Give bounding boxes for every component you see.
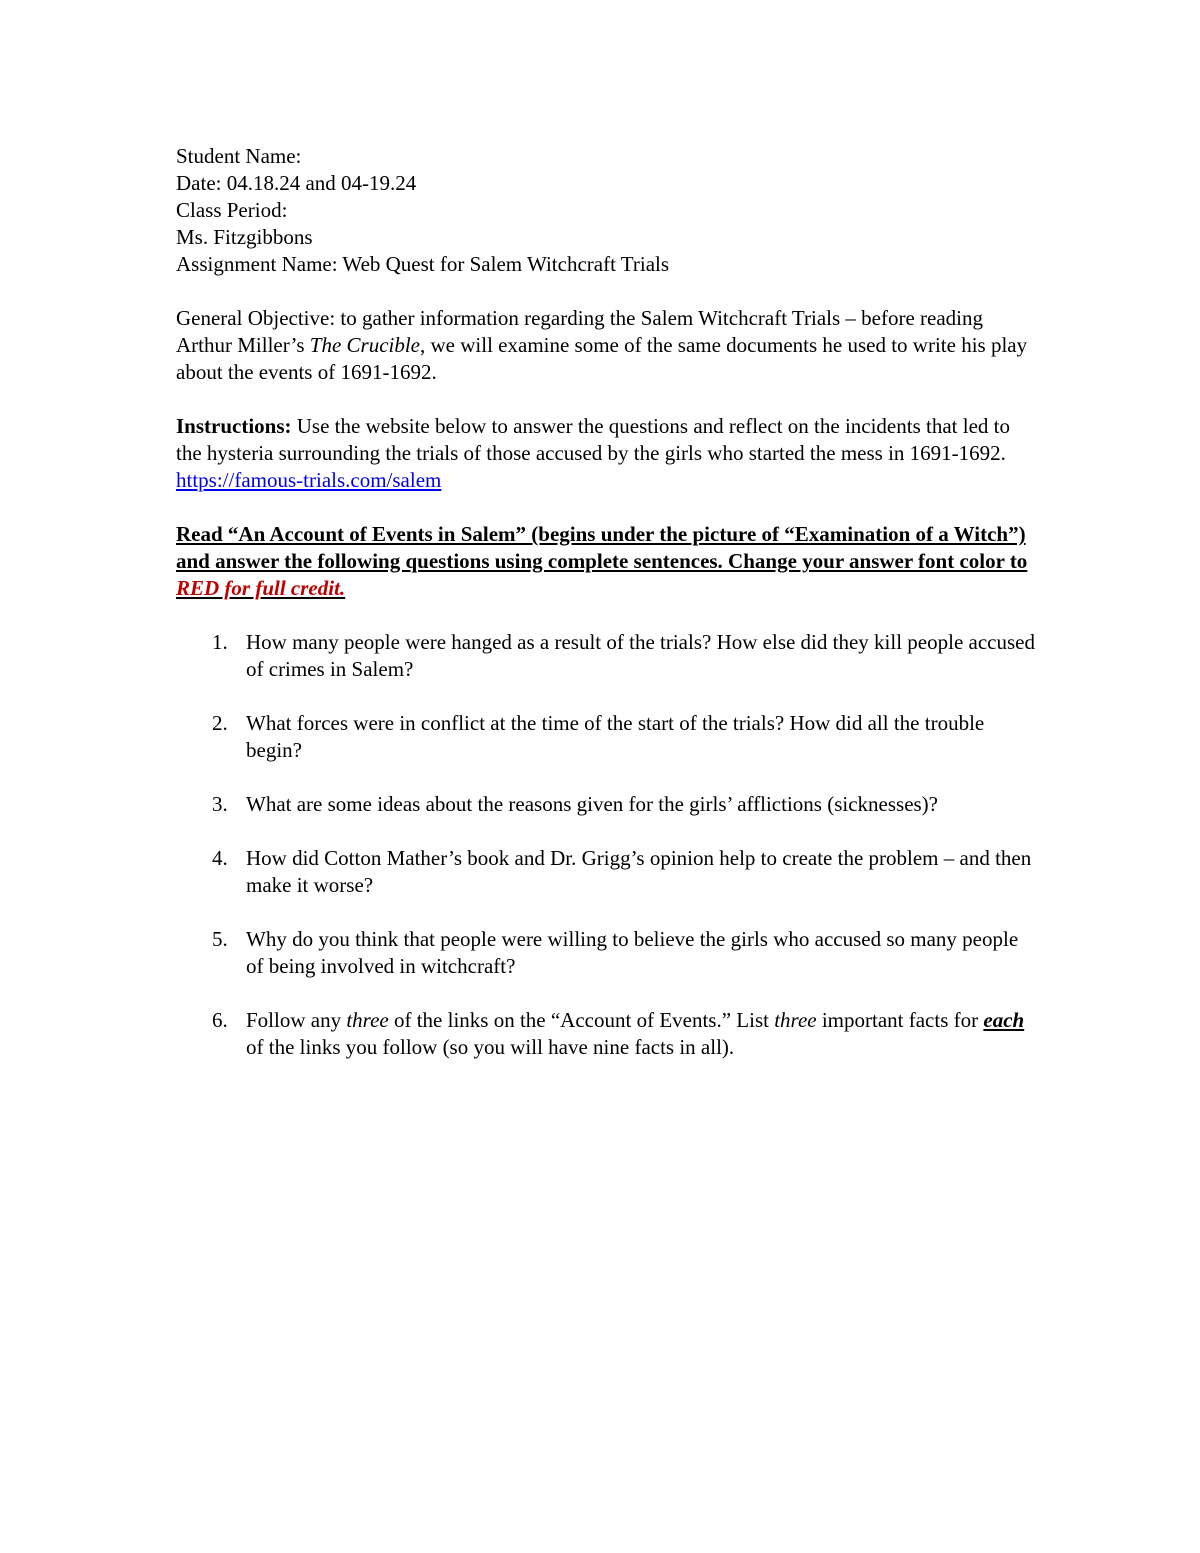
class-period-line: Class Period: <box>176 198 288 222</box>
question-text: How many people were hanged as a result of the trials? How else did they kill people accused of crimes in Salem? <box>246 630 1035 681</box>
list-item <box>176 926 1036 980</box>
question-number: 6. <box>212 1008 228 1032</box>
emphasis-three-2: three <box>774 1008 817 1032</box>
question-text-a: Follow any <box>246 1008 347 1032</box>
question-list <box>176 629 1036 1061</box>
student-name-line: Student Name: <box>176 144 302 168</box>
emphasis-three: three <box>346 1008 389 1032</box>
document-body <box>176 143 1036 1088</box>
book-title: The Crucible <box>309 333 421 357</box>
assignment-line: Assignment Name: Web Quest for Salem Witchcraft Trials <box>176 252 670 276</box>
instructions-label: Instructions: <box>176 414 292 438</box>
objective-text-1: General Objective: to gather information regarding the Salem Witchcraft Trials – before reading Arthur Miller’s <box>176 306 983 357</box>
emphasis-each: each <box>983 1008 1025 1032</box>
question-text: How did Cotton Mather’s book and Dr. Grigg’s opinion help to create the problem – and then make it worse? <box>246 846 1032 897</box>
teacher-line: Ms. Fitzgibbons <box>176 225 313 249</box>
instructions-text: Use the website below to answer the questions and reflect on the incidents that led to the hysteria surrounding the trials of those accused by the girls who started the mess in 1691-1692. <box>176 414 1010 465</box>
question-text: Why do you think that people were willing to believe the girls who accused so many people of being involved in witchcraft? <box>246 927 1019 978</box>
question-number: 3. <box>212 792 228 816</box>
reading-directions-text: Read “An Account of Events in Salem” (begins under the picture of “Examination of a Witch”) and answer the following questions using complete sentences. Change your answer font color to <box>176 522 1028 573</box>
instructions <box>176 413 1036 494</box>
question-text: What forces were in conflict at the time of the start of the trials? How did all the trouble begin? <box>246 711 985 762</box>
general-objective <box>176 305 1036 386</box>
list-item <box>176 1007 1036 1061</box>
question-number: 4. <box>212 846 228 870</box>
list-item <box>176 791 1036 818</box>
list-item <box>176 845 1036 899</box>
question-text-g: of the links you follow (so you will have nine facts in all). <box>246 1035 735 1059</box>
salem-website-link[interactable]: https://famous-trials.com/salem <box>176 468 442 492</box>
question-text-c: of the links on the “Account of Events.” List <box>388 1008 775 1032</box>
header-block <box>176 143 1036 278</box>
objective-text-2: , we will examine some of the same documents he used to write his play about the events of 1691-1692. <box>176 333 1028 384</box>
reading-directions <box>176 521 1036 602</box>
question-number: 1. <box>212 630 228 654</box>
question-text-e: important facts for <box>816 1008 984 1032</box>
question-number: 5. <box>212 927 228 951</box>
red-credit-note: RED for full credit. <box>176 576 346 600</box>
question-number: 2. <box>212 711 228 735</box>
list-item <box>176 710 1036 764</box>
list-item <box>176 629 1036 683</box>
question-text: What are some ideas about the reasons given for the girls’ afflictions (sicknesses)? <box>246 792 938 816</box>
date-line: Date: 04.18.24 and 04-19.24 <box>176 171 417 195</box>
